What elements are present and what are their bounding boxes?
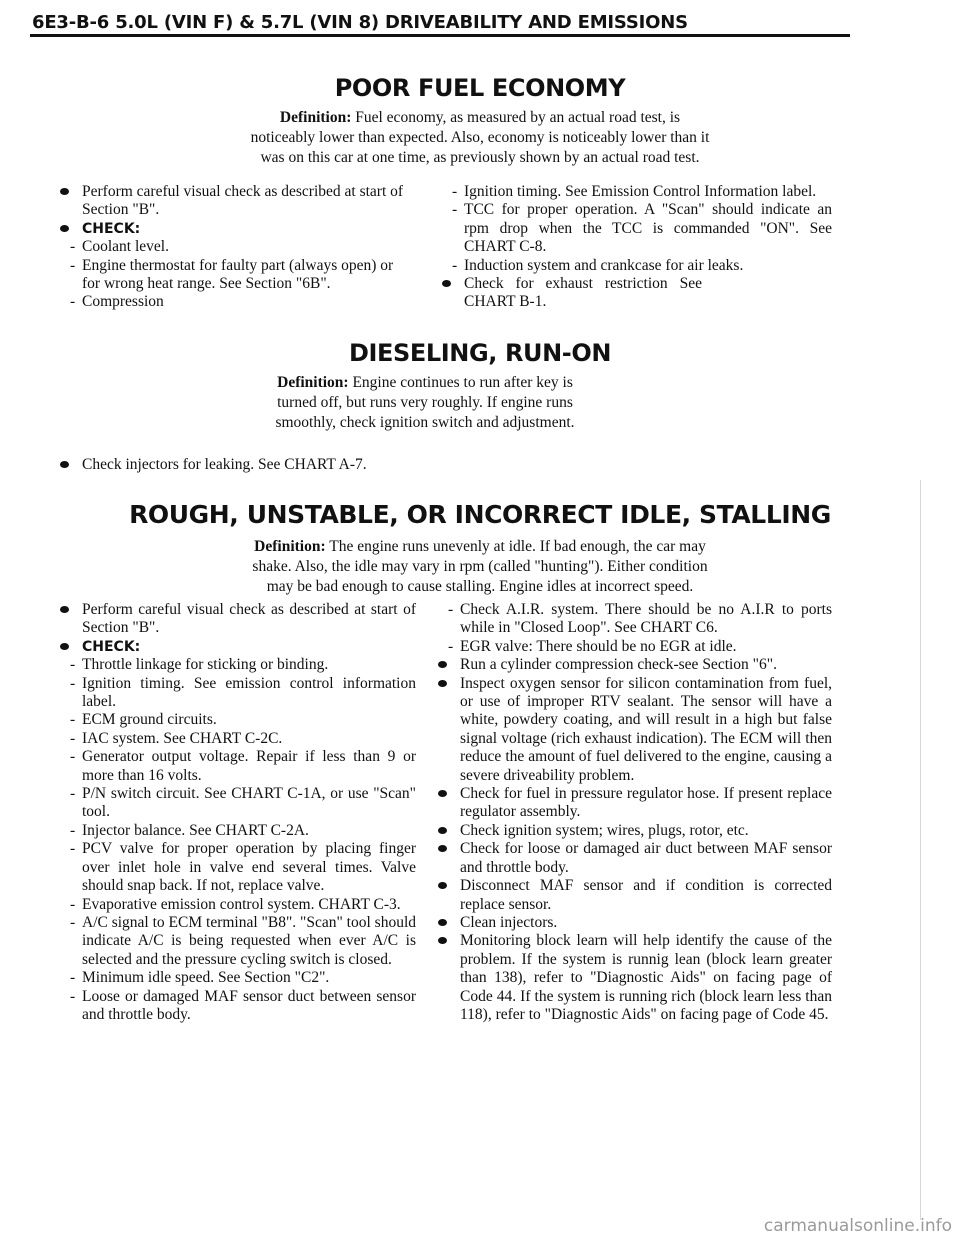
- dieseling-list: [60, 456, 760, 474]
- page-header: 6E3-B-6 5.0L (VIN F) & 5.7L (VIN 8) DRIVEABILITY AND EMISSIONS: [32, 12, 688, 33]
- list-item: - ECM ground circuits.: [60, 711, 416, 729]
- definition-line: shake. Also, the idle may vary in rpm (called "hunting"). Either condition: [252, 558, 708, 575]
- rough-idle-left-column: [60, 601, 416, 1024]
- list-item: - Throttle linkage for sticking or binding.: [60, 656, 416, 674]
- list-item: [60, 220, 412, 238]
- definition-label: Definition:: [277, 374, 349, 391]
- definition-line: Engine continues to run after key is: [352, 374, 573, 391]
- list-item: - Generator output voltage. Repair if less than 9 or more than 16 volts.: [60, 748, 416, 785]
- list-item: - Induction system and crankcase for air leaks.: [442, 257, 832, 275]
- definition-line: The engine runs unevenly at idle. If bad enough, the car may: [329, 538, 706, 555]
- definition-line: may be bad enough to cause stalling. Engine idles at incorrect speed.: [266, 578, 694, 595]
- list-item: Check ignition system; wires, plugs, rotor, etc.: [438, 822, 832, 840]
- list-item: - IAC system. See CHART C-2C.: [60, 730, 416, 748]
- rough-idle-right-column: [438, 601, 832, 1024]
- scan-margin-line: [920, 480, 921, 1220]
- list-item: Check for fuel in pressure regulator hose. If present replace regulator assembly.: [438, 785, 832, 822]
- list-item: - Evaporative emission control system. CHART C-3.: [60, 896, 416, 914]
- check-label: CHECK:: [82, 638, 141, 655]
- definition-label: Definition:: [279, 109, 352, 126]
- definition-line: smoothly, check ignition switch and adjustment.: [275, 414, 575, 431]
- list-item: - TCC for proper operation. A "Scan" should indicate an rpm drop when the TCC is commanded "ON". See CHART C-8.: [442, 201, 832, 256]
- poor-fuel-left-column: [60, 183, 412, 312]
- list-item: - A/C signal to ECM terminal "B8". "Scan" tool should indicate A/C is being requested when ever A/C is selected and the pressure cycling switch is closed.: [60, 914, 416, 969]
- list-item: - Coolant level.: [60, 238, 412, 256]
- section-title-dieseling-run-on: DIESELING, RUN-ON: [348, 339, 612, 367]
- list-item: - EGR valve: There should be no EGR at idle.: [438, 638, 832, 656]
- watermark: carmanualsonline.info: [763, 1216, 952, 1236]
- list-item: Disconnect MAF sensor and if condition is corrected replace sensor.: [438, 877, 832, 914]
- definition-label: Definition:: [254, 538, 326, 555]
- poor-fuel-right-column: [442, 183, 832, 312]
- section-title-rough-idle: ROUGH, UNSTABLE, OR INCORRECT IDLE, STALLING: [129, 500, 831, 529]
- list-item: Check injectors for leaking. See CHART A-7.: [60, 456, 760, 474]
- list-item: - Loose or damaged MAF sensor duct between sensor and throttle body.: [60, 988, 416, 1025]
- list-item: Check for exhaust restriction See CHART B-1.: [442, 275, 832, 312]
- list-item: Inspect oxygen sensor for silicon contamination from fuel, or use of improper RTV sealant. The sensor will have a white, powdery coating, and will result in a high but false signal voltage (rich exhaust indication). The ECM will then reduce the amount of fuel delivered to the engine, causing a severe driveability problem.: [438, 675, 832, 785]
- list-item: [60, 638, 416, 656]
- list-item: Run a cylinder compression check-see Section "6".: [438, 656, 832, 674]
- definition-rough-idle: [140, 537, 820, 597]
- definition-line: turned off, but runs very roughly. If engine runs: [277, 394, 573, 411]
- list-item: Perform careful visual check as described at start of Section "B".: [60, 601, 416, 638]
- definition-line: noticeably lower than expected. Also, economy is noticeably lower than it: [250, 129, 710, 146]
- list-item: - PCV valve for proper operation by placing finger over inlet hole in valve end several times. Valve should snap back. If not, replace valve.: [60, 840, 416, 895]
- list-item: Check for loose or damaged air duct between MAF sensor and throttle body.: [438, 840, 832, 877]
- definition-line: Fuel economy, as measured by an actual road test, is: [355, 109, 681, 126]
- list-item: - P/N switch circuit. See CHART C-1A, or use "Scan" tool.: [60, 785, 416, 822]
- section-title-poor-fuel-economy: POOR FUEL ECONOMY: [334, 74, 626, 102]
- list-item: - Ignition timing. See Emission Control Information label.: [442, 183, 832, 201]
- list-item: Perform careful visual check as described at start of Section "B".: [60, 183, 412, 220]
- definition-poor-fuel-economy: [150, 108, 810, 168]
- list-item: - Check A.I.R. system. There should be no A.I.R to ports while in "Closed Loop". See CHART C6.: [438, 601, 832, 638]
- list-item: Monitoring block learn will help identify the cause of the problem. If the system is runnig lean (block learn greater than 138), refer to "Diagnostic Aids" on facing page of Code 44. If the system is running rich (block learn less than 118), refer to "Diagnostic Aids" on facing page of Code 45.: [438, 932, 832, 1024]
- definition-dieseling: [200, 373, 650, 433]
- list-item: - Compression: [60, 293, 412, 311]
- list-item: - Minimum idle speed. See Section "C2".: [60, 969, 416, 987]
- header-rule: [30, 34, 850, 37]
- list-item: - Ignition timing. See emission control information label.: [60, 675, 416, 712]
- list-item: - Engine thermostat for faulty part (always open) or for wrong heat range. See Section "6B".: [60, 257, 412, 294]
- list-item: - Injector balance. See CHART C-2A.: [60, 822, 416, 840]
- check-label: CHECK:: [82, 220, 141, 237]
- list-item: Clean injectors.: [438, 914, 832, 932]
- definition-line: was on this car at one time, as previously shown by an actual road test.: [260, 149, 700, 166]
